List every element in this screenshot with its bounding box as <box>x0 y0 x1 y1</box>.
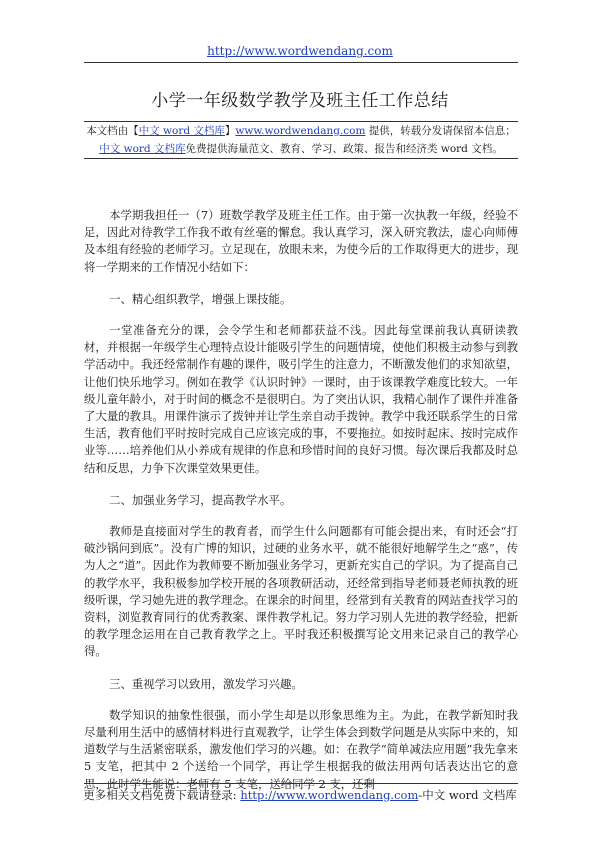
notice-suffix-2: 免费提供海量范文、教育、学习、政策、报告和经济类 word 文档。 <box>185 143 503 155</box>
notice-line-2 <box>84 140 518 158</box>
notice-site-link[interactable]: www.wordwendang.com <box>235 125 366 137</box>
section-heading-3: 三、重视学习以致用，激发学习兴趣。 <box>109 676 303 691</box>
notice-bracket: 】 <box>224 125 236 137</box>
header-divider <box>84 62 518 63</box>
notice-line-1 <box>84 122 518 140</box>
footer-divider <box>84 783 518 784</box>
section-1-paragraph: 一堂准备充分的课，会令学生和老师都获益不浅。因此每堂课前我认真研读教材，并根据一年级学生心理特点设计能吸引学生的问题情境，使他们积极主动参与到教学活动中。我还经常制作有趣的课件，吸引学生的注意力，不断激发他们的求知欲望，让他们快乐地学习。例如在教学《认识时钟》一课时，由于该课教学难度比较大。一年级儿童年龄小，对于时间的概念不是很明白。为了突出认识，我精心制作了课件并准备了大量的教具。用课件演示了拨钟并让学生亲自动手拨钟。教学中我还联系学生的日常生活，教育他们平时按时完成自己应该完成的事，不要拖拉。如按时起床、按时完成作业等……培养他们从小养成有规律的作息和珍惜时间的良好习惯。每次课后我都及时总结和反思，力争下次课堂效果更佳。 <box>84 323 518 475</box>
page-title: 小学一年级数学教学及班主任工作总结 <box>151 91 449 111</box>
header-url-link[interactable]: http://www.wordwendang.com <box>207 44 393 58</box>
notice-suffix-1: 提供，转载分发请保留本信息； <box>365 125 516 137</box>
footer <box>0 787 600 803</box>
notice-prefix: 本文档由【 <box>86 125 139 137</box>
section-3-paragraph: 数学知识的抽象性很强，而小学生却是以形象思维为主。为此，在教学新知时我尽量利用生活中的感情材料进行直观教学，让学生体会到数学问题是从实际中来的，知道数学与生活紧密联系，激发他们学习的兴趣。如：在教学“简单减法应用题”我先拿来 5 支笔，把其中 2 个送给一个同学，再让学生根据我的做法用两句话表达出它的意思，此时学生能说：老师有 5 支笔，送给同学 2 支，还剩 <box>84 707 518 791</box>
footer-prefix: 更多相关文档免费下载请登录: <box>83 788 241 802</box>
header-url-bar <box>0 44 600 58</box>
intro-paragraph: 本学期我担任一（7）班数学教学及班主任工作。由于第一次执教一年级，经验不足，因此对待教学工作我不敢有丝毫的懈怠。我认真学习，深入研究教法，虚心向师傅及本组有经验的老师学习。立足现在，放眼未来，为使今后的工作取得更大的进步，现将一学期来的工作情况小结如下： <box>84 208 518 274</box>
section-2-paragraph: 教师是直接面对学生的教育者，而学生什么问题都有可能会提出来，有时还会“打破沙锅问到底”。没有广博的知识，过硬的业务水平，就不能很好地解学生之“惑”，传为人之“道”。因此作为教师要不断加强业务学习，更新充实自己的学识。为了提高自己的教学水平，我积极参加学校开展的各项教研活动，还经常到指导老师聂老师执教的班级听课，学习她先进的教学理念。在课余的时间里，经常到有关教育的网站查找学习的资料，浏览教育同行的优秀教案、课件教学札记。努力学习别人先进的教学经验，把新的教学理念运用在自己教育教学之上。平时我还积极撰写论文用来记录自己的教学心得。 <box>84 524 518 659</box>
footer-suffix: -中文 word 文档库 <box>418 788 517 802</box>
notice-library-link[interactable]: 中文 word 文档库 <box>138 125 225 137</box>
footer-site-link[interactable]: http://www.wordwendang.com <box>240 788 419 802</box>
section-heading-1: 一、精心组织教学，增强上课技能。 <box>109 291 292 306</box>
section-heading-2: 二、加强业务学习，提高教学水平。 <box>109 492 292 507</box>
copyright-notice <box>84 121 518 159</box>
document-body <box>84 207 518 793</box>
notice-library-link-2[interactable]: 中文 word 文档库 <box>99 143 186 155</box>
